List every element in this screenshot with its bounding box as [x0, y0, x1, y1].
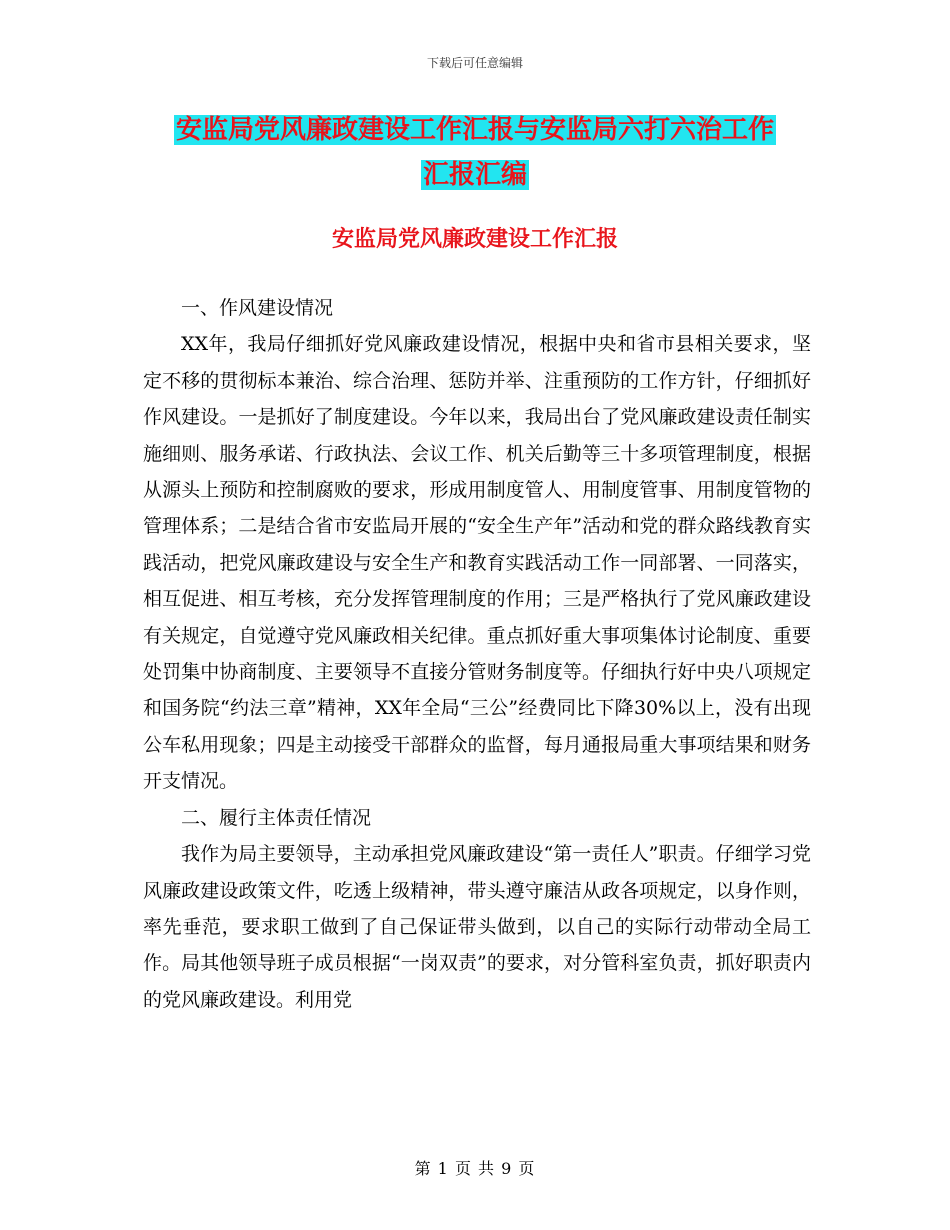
heading-responsibility: 二、履行主体责任情况 — [181, 806, 372, 829]
heading-work-style: 一、作风建设情况 — [181, 297, 334, 319]
document-title — [150, 108, 800, 198]
section-title: 安监局党风廉政建设工作汇报 — [331, 226, 618, 252]
paragraph-work-style: XX年，我局仔细抓好党风廉政建设情况，根据中央和省市县相关要求，坚定不移的贯彻标本兼治、综合治理、惩防并举、注重预防的工作方针，仔细抓好作风建设。一是抓好了制度建设。今年以来，我局出台了党风廉政建设责任制实施细则、服务承诺、行政执法、会议工作、机关后勤等三十多项管理制度，根据从源头上预防和控制腐败的要求，形成用制度管人、用制度管事、用制度管物的管理体系；二是结合省市安监局开展的“安全生产年”活动和党的群众路线教育实践活动，把党风廉政建设与安全生产和教育实践活动工作一同部署、一同落实，相互促进、相互考核，充分发挥管理制度的作用；三是严格执行了党风廉政建设有关规定，自觉遵守党风廉政相关纪律。重点抓好重大事项集体讨论制度、重要处罚集中协商制度、主要领导不直接分管财务制度等。仔细执行好中央八项规定和国务院“约法三章”精神，XX年全局“三公”经费同比下降30%以上，没有出现公车私用现象；四是主动接受干部群众的监督，每月通报局重大事项结果和财务开支情况。 — [143, 333, 811, 793]
header-note: 下载后可任意编辑 — [426, 56, 523, 70]
document-body — [143, 290, 811, 1018]
paragraph-responsibility: 我作为局主要领导，主动承担党风廉政建设“第一责任人”职责。仔细学习党风廉政建设政策文件，吃透上级精神，带头遵守廉洁从政各项规定，以身作则，率先垂范，要求职工做到了自己保证带头做到，以自己的实际行动带动全局工作。局其他领导班子成员根据“一岗双责”的要求，对分管科室负责，抓好职责内的党风廉政建设。利用党 — [143, 843, 811, 1011]
title-line-1: 安监局党风廉政建设工作汇报与安监局六打六治工作 — [175, 115, 774, 145]
page-number: 第 1 页 共 9 页 — [414, 1159, 536, 1178]
title-line-2: 汇报汇编 — [422, 160, 527, 190]
